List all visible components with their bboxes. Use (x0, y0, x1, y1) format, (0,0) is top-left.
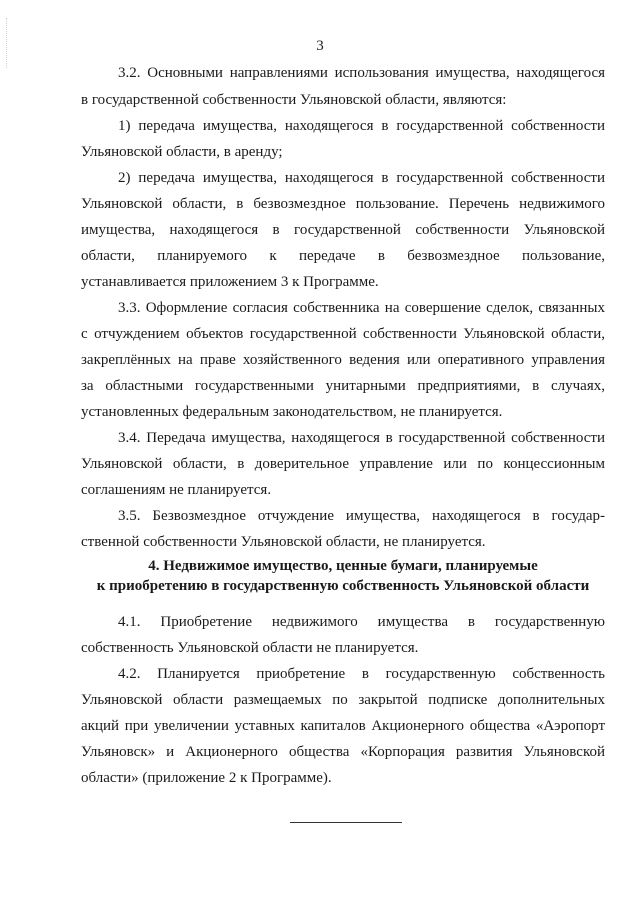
end-rule (290, 822, 402, 823)
paragraph-line: за областными государственными унитарными предприятиями, в случаях, (81, 378, 605, 394)
paragraph-line: имущества, находящегося в государственной собственности Ульяновской (81, 222, 605, 238)
section-heading-line: 4. Недвижимое имущество, ценные бумаги, планируемые (148, 558, 538, 574)
paragraph-line: собственность Ульяновской области не планируется. (81, 640, 419, 656)
paragraph-line: 4.1. Приобретение недвижимого имущества в государственную (118, 614, 605, 630)
paragraph-line: с отчуждением объектов государственной собственности Ульяновской области, (81, 326, 605, 342)
paragraph-line: 1) передача имущества, находящегося в государственной собственности (118, 118, 605, 134)
paragraph-line: Ульяновской области, в доверительное управление или по концессионным (81, 456, 605, 472)
paragraph-line: 3.3. Оформление согласия собственника на совершение сделок, связанных (118, 300, 605, 316)
paragraph-line: Ульяновской области, в аренду; (81, 144, 283, 160)
paragraph-line: соглашениям не планируется. (81, 482, 272, 498)
paragraph-line: устанавливается приложением 3 к Программе. (81, 274, 379, 290)
paragraph-line: 3.2. Основными направлениями использования имущества, находящегося (118, 65, 605, 81)
section-heading-line: к приобретению в государственную собственность Ульяновской области (96, 578, 590, 594)
paragraph-line: области, планируемого к передаче в безвозмездное пользование, (81, 248, 605, 264)
paragraph-line: Ульяновск» и Акционерного общества «Корпорация развития Ульяновской (81, 744, 605, 760)
paragraph-line: 3.4. Передача имущества, находящегося в государственной собственности (118, 430, 605, 446)
paragraph-line: области» (приложение 2 к Программе). (81, 770, 332, 786)
page-number: 3 (316, 38, 324, 54)
paragraph-line: 3.5. Безвозмездное отчуждение имущества, находящегося в государ- (118, 508, 605, 524)
paragraph-line: акций при увеличении уставных капиталов Акционерного общества «Аэропорт (81, 718, 605, 734)
paragraph-line: закреплённых на праве хозяйственного ведения или оперативного управления (81, 352, 605, 368)
paragraph-line: в государственной собственности Ульяновской области, являются: (81, 92, 507, 108)
paragraph-line: 4.2. Планируется приобретение в государственную собственность (118, 666, 605, 682)
paragraph-line: 2) передача имущества, находящегося в государственной собственности (118, 170, 605, 186)
paragraph-line: ственной собственности Ульяновской области, не планируется. (81, 534, 486, 550)
paragraph-line: Ульяновской области, в безвозмездное пользование. Перечень недвижимого (81, 196, 605, 212)
paragraph-line: установленных федеральным законодательством, не планируется. (81, 404, 503, 420)
paragraph-line: Ульяновской области размещаемых по закрытой подписке дополнительных (81, 692, 605, 708)
